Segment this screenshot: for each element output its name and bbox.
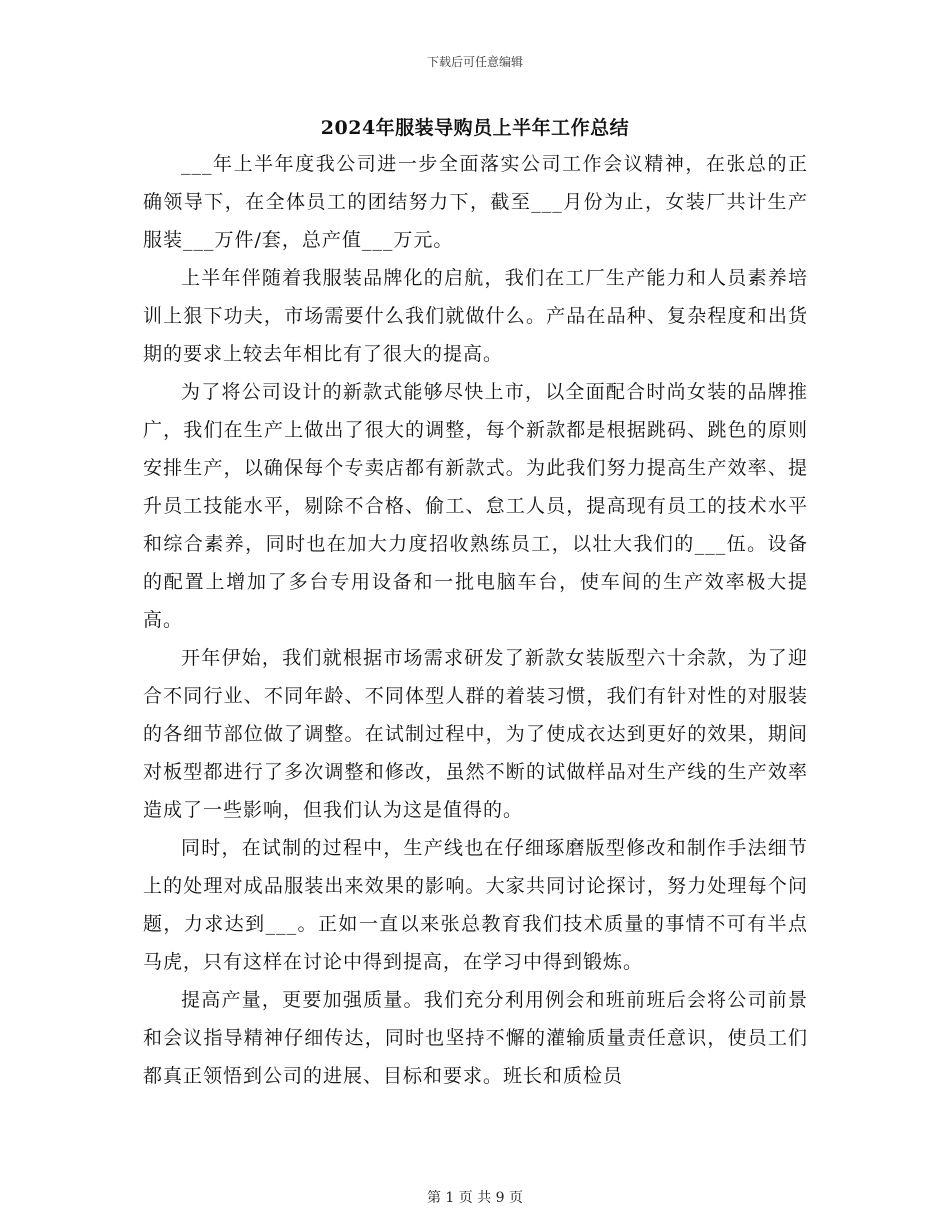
paragraph: 为了将公司设计的新款式能够尽快上市，以全面配合时尚女装的品牌推广，我们在生产上做出了很大的调整，每个新款都是根据跳码、跳色的原则安排生产，以确保每个专卖店都有新款式。为此我们努力提高生产效率、提升员工技能水平，剔除不合格、偷工、怠工人员，提高现有员工的技术水平和综合素养，同时也在加大力度招收熟练员工，以壮大我们的___伍。设备的配置上增加了多台专用设备和一批电脑车台，使车间的生产效率极大提高。 bbox=[143, 381, 808, 631]
paragraph: 同时，在试制的过程中，生产线也在仔细琢磨版型修改和制作手法细节上的处理对成品服装出来效果的影响。大家共同讨论探讨，努力处理每个问题，力求达到___。正如一直以来张总教育我们技术质量的事情不可有半点马虎，只有这样在讨论中得到提高，在学习中得到锻炼。 bbox=[143, 837, 808, 973]
page-footer: 第 1 页 共 9 页 bbox=[426, 1190, 524, 1206]
page-header: 下载后可任意编辑 bbox=[426, 55, 523, 69]
paragraph: 开年伊始，我们就根据市场需求研发了新款女装版型六十余款，为了迎合不同行业、不同年龄、不同体型人群的着装习惯，我们有针对性的对服装的各细节部位做了调整。在试制过程中，为了使成衣达到更好的效果，期间对板型都进行了多次调整和修改，虽然不断的试做样品对生产线的生产效率造成了一些影响，但我们认为这是值得的。 bbox=[143, 647, 808, 821]
paragraph: ___年上半年度我公司进一步全面落实公司工作会议精神，在张总的正确领导下，在全体员工的团结努力下，截至___月份为止，女装厂共计生产服装___万件/套，总产值___万元。 bbox=[143, 153, 808, 251]
paragraph: 提高产量，更要加强质量。我们充分利用例会和班前班后会将公司前景和会议指导精神仔细传达，同时也坚持不懈的灌输质量责任意识，使员工们都真正领悟到公司的进展、目标和要求。班长和质检员 bbox=[143, 989, 808, 1087]
document-title: 2024年服装导购员上半年工作总结 bbox=[320, 117, 630, 139]
paragraph: 上半年伴随着我服装品牌化的启航，我们在工厂生产能力和人员素养培训上狠下功夫，市场需要什么我们就做什么。产品在品种、复杂程度和出货期的要求上较去年相比有了很大的提高。 bbox=[143, 267, 808, 365]
document-body bbox=[143, 145, 808, 1095]
